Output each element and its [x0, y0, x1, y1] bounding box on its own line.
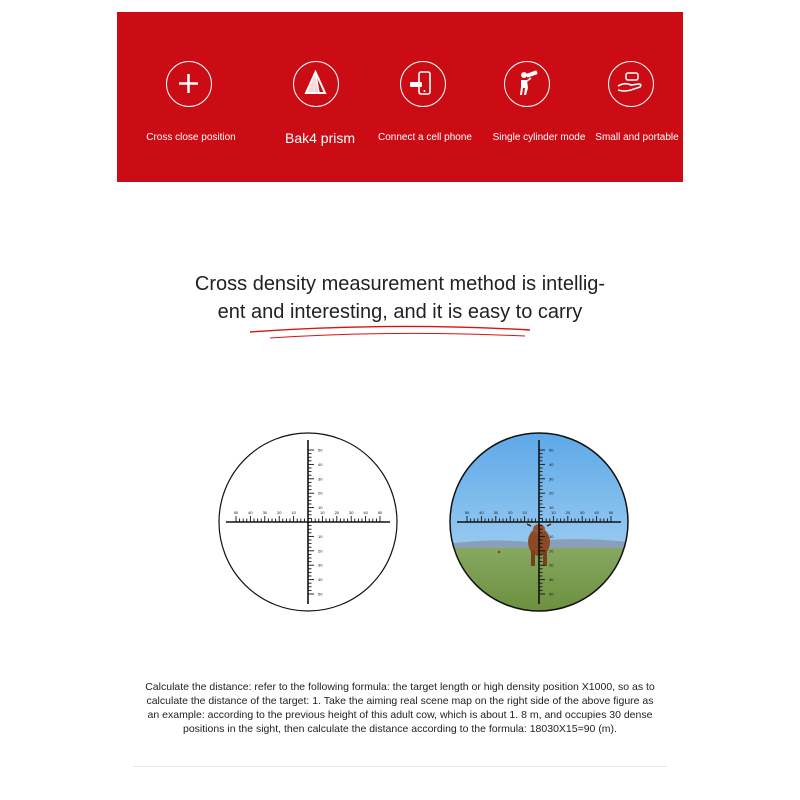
reticle-h-label: 20: [276, 510, 282, 515]
reticle-h-label: 20: [507, 510, 513, 515]
reticle-h-label: 10: [291, 510, 296, 515]
reticle-h-label: 40: [363, 510, 368, 515]
reticle-h-label: 10: [551, 510, 556, 515]
prism-icon: [293, 61, 339, 107]
distance-caption: [130, 680, 670, 736]
caption-line-3: an example: according to the previous height of this adult cow, which is about 1. 8 m, and occupies 30 dense: [147, 709, 653, 721]
reticle-v-label: 10: [318, 505, 323, 511]
reticle-h-label: 10: [522, 510, 527, 515]
feature-banner: [117, 12, 683, 182]
reticle-v-label: 40: [549, 461, 554, 467]
person-telescope-icon: [504, 61, 550, 107]
reticle-v-label: 10: [318, 533, 323, 539]
caption-line-4: positions in the sight, then calculate the distance according to the formula: 18030X15=90 (m).: [183, 723, 617, 735]
reticle-v-label: 40: [318, 577, 323, 583]
reticle-h-label: 40: [479, 510, 484, 515]
reticle-v-label: 30: [318, 476, 323, 482]
reticle-h-label: 40: [594, 510, 599, 515]
reticle-h-label: 30: [262, 510, 268, 515]
reticle-h-label: 40: [248, 510, 253, 515]
reticle-v-label: 40: [549, 577, 554, 583]
phone-monocular-icon: [400, 61, 446, 107]
reticle-v-label: 20: [318, 490, 323, 496]
reticle-v-label: 10: [549, 505, 554, 511]
reticle-diagram: [218, 432, 398, 612]
reticle-v-label: 30: [549, 476, 554, 482]
headline-underline: [240, 318, 540, 342]
reticle-h-label: 20: [334, 510, 340, 515]
feature-label-single-cylinder: Single cylinder mode: [492, 132, 586, 143]
feature-label-cell-phone: Connect a cell phone: [378, 132, 472, 143]
reticle-h-label: 30: [493, 510, 499, 515]
reticle-h-label: 30: [348, 510, 354, 515]
reticle-h-label: 50: [608, 510, 614, 515]
caption-line-2: calculate the distance of the target: 1. Take the aiming real scene map on the right side of the above figure as: [146, 695, 654, 707]
reticle-v-label: 50: [549, 591, 554, 597]
reticle-h-label: 10: [320, 510, 325, 515]
caption-line-1: Calculate the distance: refer to the following formula: the target length or high density position X1000, so as to: [145, 681, 655, 693]
divider: [133, 766, 667, 767]
reticle-v-label: 20: [549, 548, 554, 554]
reticle-h-label: 30: [579, 510, 585, 515]
feature-label-prism: Bak4 prism: [284, 130, 356, 146]
reticle-h-label: 20: [565, 510, 571, 515]
reticle-v-label: 30: [318, 562, 323, 568]
reticle-v-label: 10: [549, 533, 554, 539]
reticle-v-label: 50: [318, 447, 323, 453]
reticle-h-label: 50: [464, 510, 470, 515]
reticle-v-label: 20: [549, 490, 554, 496]
reticle-v-label: 50: [318, 591, 323, 597]
reticle-v-label: 30: [549, 562, 554, 568]
feature-label-portable: Small and portable: [595, 132, 679, 143]
feature-label-cross-position: Cross close position: [146, 132, 236, 143]
plus-icon: [166, 61, 212, 107]
hand-carry-icon: [608, 61, 654, 107]
headline-line-1: Cross density measurement method is intellig-: [194, 273, 606, 295]
reticle-v-label: 20: [318, 548, 323, 554]
reticle-v-label: 40: [318, 461, 323, 467]
reticle-v-label: 50: [549, 447, 554, 453]
reticle-h-label: 50: [233, 510, 239, 515]
reticle-h-label: 50: [377, 510, 383, 515]
reticle-scene-view: [449, 432, 629, 612]
headline-line-2: ent and interesting, and it is easy to carry: [217, 301, 583, 323]
